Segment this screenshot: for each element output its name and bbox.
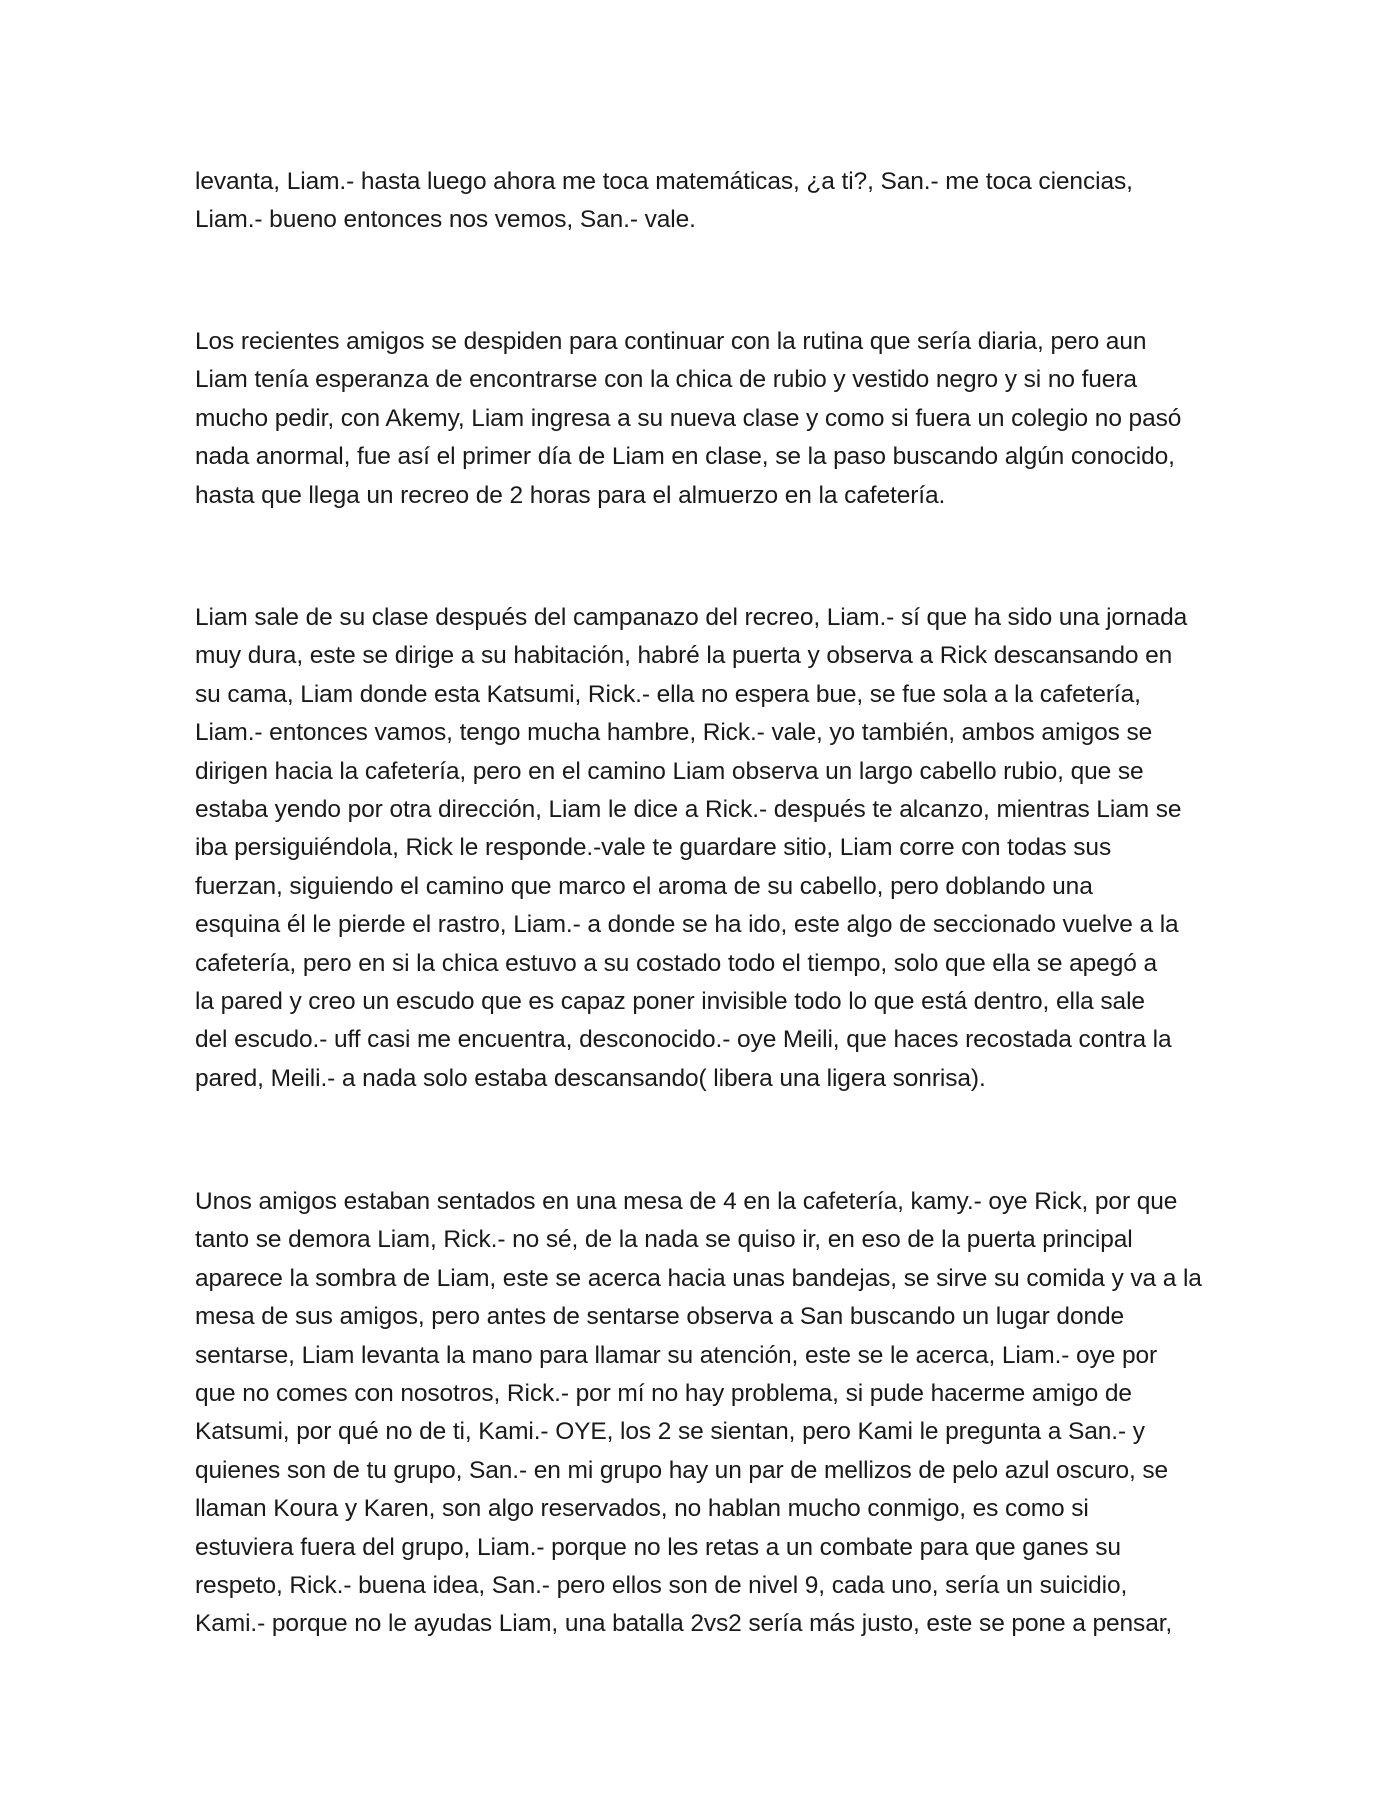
text-line: sentarse, Liam levanta la mano para llamar su atención, este se le acerca, Liam.- oye por: [195, 1341, 1158, 1369]
text-line: respeto, Rick.- buena idea, San.- pero ellos son de nivel 9, cada uno, sería un suicidio,: [195, 1571, 1128, 1599]
text-line: su cama, Liam donde esta Katsumi, Rick.- ella no espera bue, se fue sola a la cafetería,: [195, 680, 1141, 708]
paragraph-3: [195, 599, 1210, 1098]
text-line: aparece la sombra de Liam, este se acerca hacia unas bandejas, se sirve su comida y va a la: [195, 1264, 1202, 1292]
text-line: hasta que llega un recreo de 2 horas para el almuerzo en la cafetería.: [195, 481, 946, 509]
text-line: iba persiguiéndola, Rick le responde.-vale te guardare sitio, Liam corre con todas sus: [195, 834, 1112, 862]
text-line: nada anormal, fue así el primer día de Liam en clase, se la paso buscando algún conocido,: [195, 443, 1175, 471]
text-line: mesa de sus amigos, pero antes de sentarse observa a San buscando un lugar donde: [195, 1303, 1125, 1331]
text-line: la pared y creo un escudo que es capaz poner invisible todo lo que está dentro, ella sale: [195, 987, 1145, 1015]
text-line: mucho pedir, con Akemy, Liam ingresa a su nueva clase y como si fuera un colegio no pasó: [195, 404, 1182, 432]
paragraph-2: [195, 323, 1210, 515]
text-line: dirigen hacia la cafetería, pero en el camino Liam observa un largo cabello rubio, que se: [195, 757, 1144, 785]
text-line: fuerzan, siguiendo el camino que marco el aroma de su cabello, pero doblando una: [195, 872, 1093, 900]
text-line: cafetería, pero en si la chica estuvo a su costado todo el tiempo, solo que ella se apegó a: [195, 949, 1157, 977]
text-line: del escudo.- uff casi me encuentra, desconocido.- oye Meili, que haces recostada contra la: [195, 1026, 1172, 1054]
text-line: Liam sale de su clase después del campanazo del recreo, Liam.- sí que ha sido una jornada: [195, 604, 1188, 631]
text-line: estaba yendo por otra dirección, Liam le dice a Rick.- después te alcanzo, mientras Liam se: [195, 795, 1182, 823]
text-line: tanto se demora Liam, Rick.- no sé, de la nada se quiso ir, en eso de la puerta principal: [195, 1226, 1133, 1254]
text-line: Kami.- porque no le ayudas Liam, una batalla 2vs2 sería más justo, este se pone a pensar,: [195, 1610, 1173, 1638]
text-line: levanta, Liam.- hasta luego ahora me toca matemáticas, ¿a ti?, San.- me toca ciencias,: [195, 168, 1133, 195]
text-line: pared, Meili.- a nada solo estaba descansando( libera una ligera sonrisa).: [195, 1064, 986, 1092]
text-line: Liam.- entonces vamos, tengo mucha hambre, Rick.- vale, yo también, ambos amigos se: [195, 719, 1153, 747]
text-line: llaman Koura y Karen, son algo reservados, no hablan mucho conmigo, es como si: [195, 1495, 1089, 1523]
text-line: que no comes con nosotros, Rick.- por mí no hay problema, si pude hacerme amigo de: [195, 1379, 1132, 1407]
text-line: Katsumi, por qué no de ti, Kami.- OYE, los 2 se sientan, pero Kami le pregunta a San.- y: [195, 1418, 1145, 1446]
text-line: quienes son de tu grupo, San.- en mi grupo hay un par de mellizos de pelo azul oscuro, se: [195, 1456, 1169, 1484]
text-line: Unos amigos estaban sentados en una mesa de 4 en la cafetería, kamy.- oye Rick, por que: [195, 1188, 1178, 1215]
text-line: Liam tenía esperanza de encontrarse con la chica de rubio y vestido negro y si no fuera: [195, 366, 1137, 394]
paragraph-1: [195, 163, 1210, 240]
text-line: muy dura, este se dirige a su habitación, habré la puerta y observa a Rick descansando en: [195, 642, 1173, 670]
text-line: estuviera fuera del grupo, Liam.- porque no les retas a un combate para que ganes su: [195, 1533, 1121, 1561]
text-line: Liam.- bueno entonces nos vemos, San.- vale.: [195, 206, 696, 234]
text-line: esquina él le pierde el rastro, Liam.- a donde se ha ido, este algo de seccionado vuelve a la: [195, 911, 1179, 939]
paragraph-4: [195, 1183, 1210, 1644]
text-line: Los recientes amigos se despiden para continuar con la rutina que sería diaria, pero aun: [195, 328, 1147, 355]
